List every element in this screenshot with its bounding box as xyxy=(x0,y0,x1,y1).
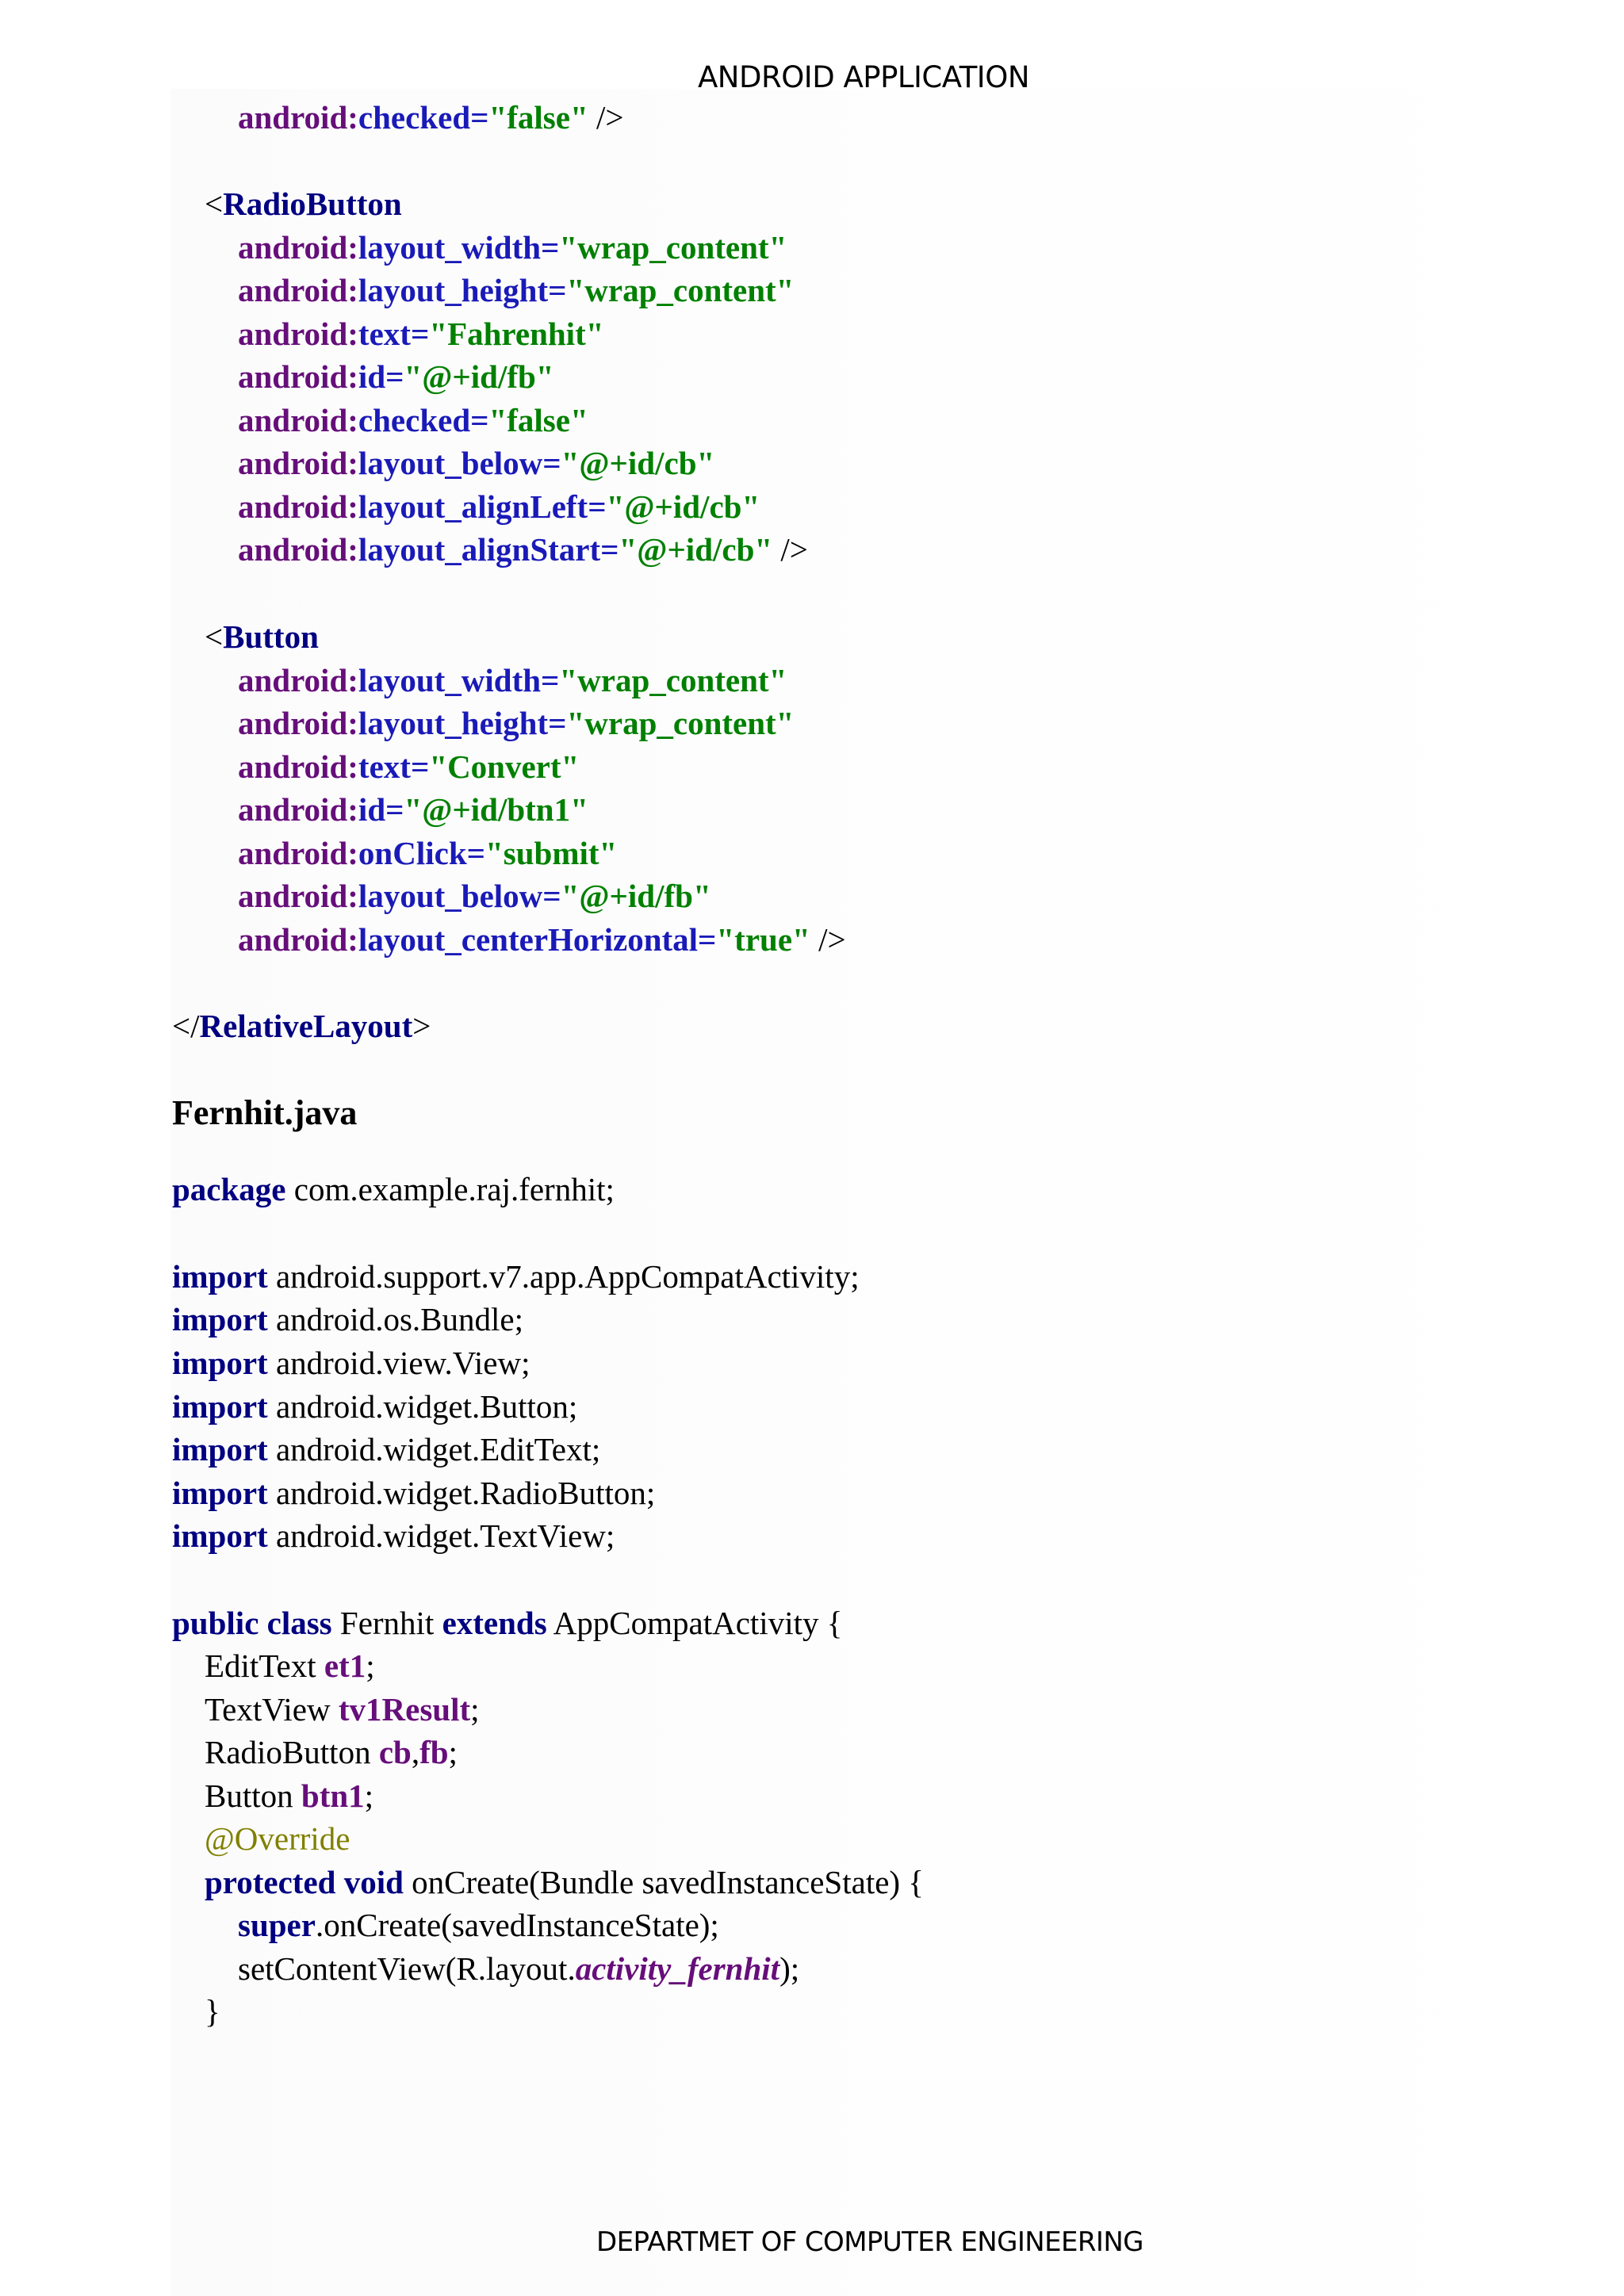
code-line xyxy=(172,1007,431,1045)
code-token: id xyxy=(358,358,386,395)
code-token: = xyxy=(541,229,560,266)
code-token: = xyxy=(542,445,561,481)
code-line xyxy=(172,1604,842,1642)
code-token: layout_width xyxy=(358,662,542,698)
code-token: extends xyxy=(442,1605,547,1641)
code-token: android: xyxy=(238,316,358,352)
code-token: android.widget.RadioButton; xyxy=(267,1475,656,1511)
code-token: super xyxy=(238,1907,316,1943)
code-token: layout_height xyxy=(358,705,549,741)
code-line xyxy=(172,1170,615,1208)
code-token: /> xyxy=(772,531,808,568)
code-token: "@+id/cb" xyxy=(606,488,760,525)
code-token: ; xyxy=(366,1647,375,1684)
code-token: layout_height xyxy=(358,272,549,308)
code-token: android.widget.Button; xyxy=(267,1388,578,1425)
code-token: ; xyxy=(364,1777,374,1814)
code-token: < xyxy=(205,618,224,655)
code-line xyxy=(238,834,617,872)
code-token: layout_centerHorizontal xyxy=(358,921,699,958)
section-heading: Fernhit.java xyxy=(172,1093,358,1132)
code-token: RelativeLayout xyxy=(199,1008,413,1044)
code-token: "submit" xyxy=(485,835,618,871)
code-token: tv1Result xyxy=(338,1691,471,1728)
code-token: layout_alignStart xyxy=(358,531,601,568)
code-token: android: xyxy=(238,229,358,266)
code-token: import xyxy=(172,1517,268,1554)
code-line xyxy=(172,1300,523,1338)
code-token: "false" xyxy=(488,99,588,136)
code-line xyxy=(238,488,760,526)
code-line xyxy=(172,1257,860,1295)
code-token: = xyxy=(385,791,404,828)
code-token: onCreate(Bundle savedInstanceState) { xyxy=(403,1864,924,1900)
code-token: layout_width xyxy=(358,229,542,266)
code-token: import xyxy=(172,1258,268,1295)
code-line xyxy=(205,618,319,656)
code-token: id xyxy=(358,791,386,828)
code-token: android: xyxy=(238,748,358,785)
code-token: = xyxy=(466,835,485,871)
code-token: = xyxy=(600,531,619,568)
code-token: android: xyxy=(238,878,358,914)
code-token: ; xyxy=(470,1691,480,1728)
code-token: android.widget.TextView; xyxy=(267,1517,615,1554)
code-token: import xyxy=(172,1388,268,1425)
code-line xyxy=(238,748,579,786)
code-token: TextView xyxy=(205,1691,339,1728)
code-token: "@+id/fb" xyxy=(561,878,711,914)
code-line xyxy=(238,358,554,396)
code-line xyxy=(238,704,794,742)
code-token: RadioButton xyxy=(223,186,402,222)
code-token: android: xyxy=(238,662,358,698)
code-token: = xyxy=(698,921,717,958)
code-token: Button xyxy=(223,618,319,655)
code-token: android: xyxy=(238,272,358,308)
code-token: "@+id/cb" xyxy=(561,445,715,481)
code-token: Fernhit xyxy=(331,1605,442,1641)
code-token: protected void xyxy=(205,1864,404,1900)
code-token: cb xyxy=(378,1734,412,1770)
code-line xyxy=(238,877,711,915)
code-token: import xyxy=(172,1301,268,1337)
code-line xyxy=(238,920,846,959)
code-token: public class xyxy=(172,1605,332,1641)
code-token: .onCreate(savedInstanceState); xyxy=(315,1907,719,1943)
code-token: com.example.raj.fernhit; xyxy=(285,1171,615,1207)
code-line xyxy=(238,661,787,699)
code-line xyxy=(205,1863,924,1901)
code-token: "Convert" xyxy=(429,748,580,785)
code-token: "@+id/btn1" xyxy=(404,791,588,828)
code-token: EditText xyxy=(205,1647,324,1684)
code-line xyxy=(238,790,588,828)
code-token: } xyxy=(205,1993,220,2030)
code-line xyxy=(238,271,794,309)
code-token: = xyxy=(588,488,607,525)
code-line xyxy=(205,1820,350,1858)
code-token: "Fahrenhit" xyxy=(429,316,604,352)
page-footer: DEPARTMET OF COMPUTER ENGINEERING xyxy=(596,2226,1143,2258)
code-token: android.view.View; xyxy=(267,1345,530,1381)
code-token: import xyxy=(172,1431,268,1468)
code-line xyxy=(238,315,604,353)
code-line xyxy=(205,1777,373,1815)
code-token: = xyxy=(385,358,404,395)
code-token: setContentView(R.layout. xyxy=(238,1950,576,1987)
code-line xyxy=(205,1647,375,1685)
code-line xyxy=(205,1733,458,1771)
code-line xyxy=(172,1430,600,1468)
code-token: , xyxy=(411,1734,420,1770)
code-line xyxy=(238,1950,799,1988)
code-line xyxy=(238,98,624,136)
code-token: android: xyxy=(238,99,358,136)
code-token: android: xyxy=(238,488,358,525)
code-token: = xyxy=(410,316,430,352)
code-token: android: xyxy=(238,358,358,395)
page-header: ANDROID APPLICATION xyxy=(698,60,1030,94)
code-token: = xyxy=(541,662,560,698)
code-token: android.os.Bundle; xyxy=(267,1301,523,1337)
code-token: </ xyxy=(172,1008,200,1044)
code-token: checked xyxy=(358,99,471,136)
code-token: android: xyxy=(238,791,358,828)
code-token: android: xyxy=(238,705,358,741)
code-token: ); xyxy=(779,1950,800,1987)
code-token: android.widget.EditText; xyxy=(267,1431,601,1468)
code-token: = xyxy=(470,99,489,136)
code-token: = xyxy=(470,402,489,438)
code-line xyxy=(205,185,402,223)
code-token: "true" xyxy=(716,921,810,958)
code-line xyxy=(205,1992,220,2030)
code-line xyxy=(238,444,714,482)
code-token: "@+id/fb" xyxy=(404,358,554,395)
code-line xyxy=(172,1344,530,1382)
code-token: activity_fernhit xyxy=(575,1950,780,1987)
code-token: android: xyxy=(238,531,358,568)
code-token: = xyxy=(548,705,567,741)
code-token: android: xyxy=(238,445,358,481)
code-line xyxy=(238,1906,719,1944)
code-token: AppCompatActivity { xyxy=(546,1605,843,1641)
code-token: "wrap_content" xyxy=(559,662,787,698)
code-token: ; xyxy=(448,1734,458,1770)
code-token: fb xyxy=(419,1734,449,1770)
code-token: et1 xyxy=(324,1647,366,1684)
code-token: > xyxy=(412,1008,431,1044)
code-line xyxy=(172,1474,655,1512)
code-token: package xyxy=(172,1171,286,1207)
code-token: @Override xyxy=(205,1820,350,1857)
code-token: import xyxy=(172,1345,268,1381)
code-token: RadioButton xyxy=(205,1734,379,1770)
code-token: /> xyxy=(588,99,624,136)
code-token: "@+id/cb" xyxy=(619,531,773,568)
code-token: checked xyxy=(358,402,471,438)
code-token: android: xyxy=(238,402,358,438)
code-token: layout_below xyxy=(358,445,543,481)
code-line xyxy=(238,228,787,266)
code-line xyxy=(172,1387,577,1425)
code-token: android: xyxy=(238,921,358,958)
code-token: onClick xyxy=(358,835,467,871)
code-line xyxy=(238,401,588,439)
code-token: android.support.v7.app.AppCompatActivity; xyxy=(267,1258,860,1295)
code-token: android: xyxy=(238,835,358,871)
code-token: btn1 xyxy=(301,1777,365,1814)
code-line xyxy=(205,1690,480,1728)
code-token: "wrap_content" xyxy=(566,705,795,741)
code-token: "false" xyxy=(488,402,588,438)
code-token: layout_alignLeft xyxy=(358,488,588,525)
code-token: "wrap_content" xyxy=(559,229,787,266)
code-token: import xyxy=(172,1475,268,1511)
code-token: text xyxy=(358,748,411,785)
code-token: = xyxy=(410,748,430,785)
code-line xyxy=(172,1517,615,1555)
code-token: < xyxy=(205,186,224,222)
code-token: /> xyxy=(810,921,846,958)
code-token: text xyxy=(358,316,411,352)
code-token: Button xyxy=(205,1777,301,1814)
code-token: = xyxy=(542,878,561,914)
code-token: "wrap_content" xyxy=(566,272,795,308)
code-line xyxy=(238,530,808,568)
code-token: layout_below xyxy=(358,878,543,914)
code-token: = xyxy=(548,272,567,308)
